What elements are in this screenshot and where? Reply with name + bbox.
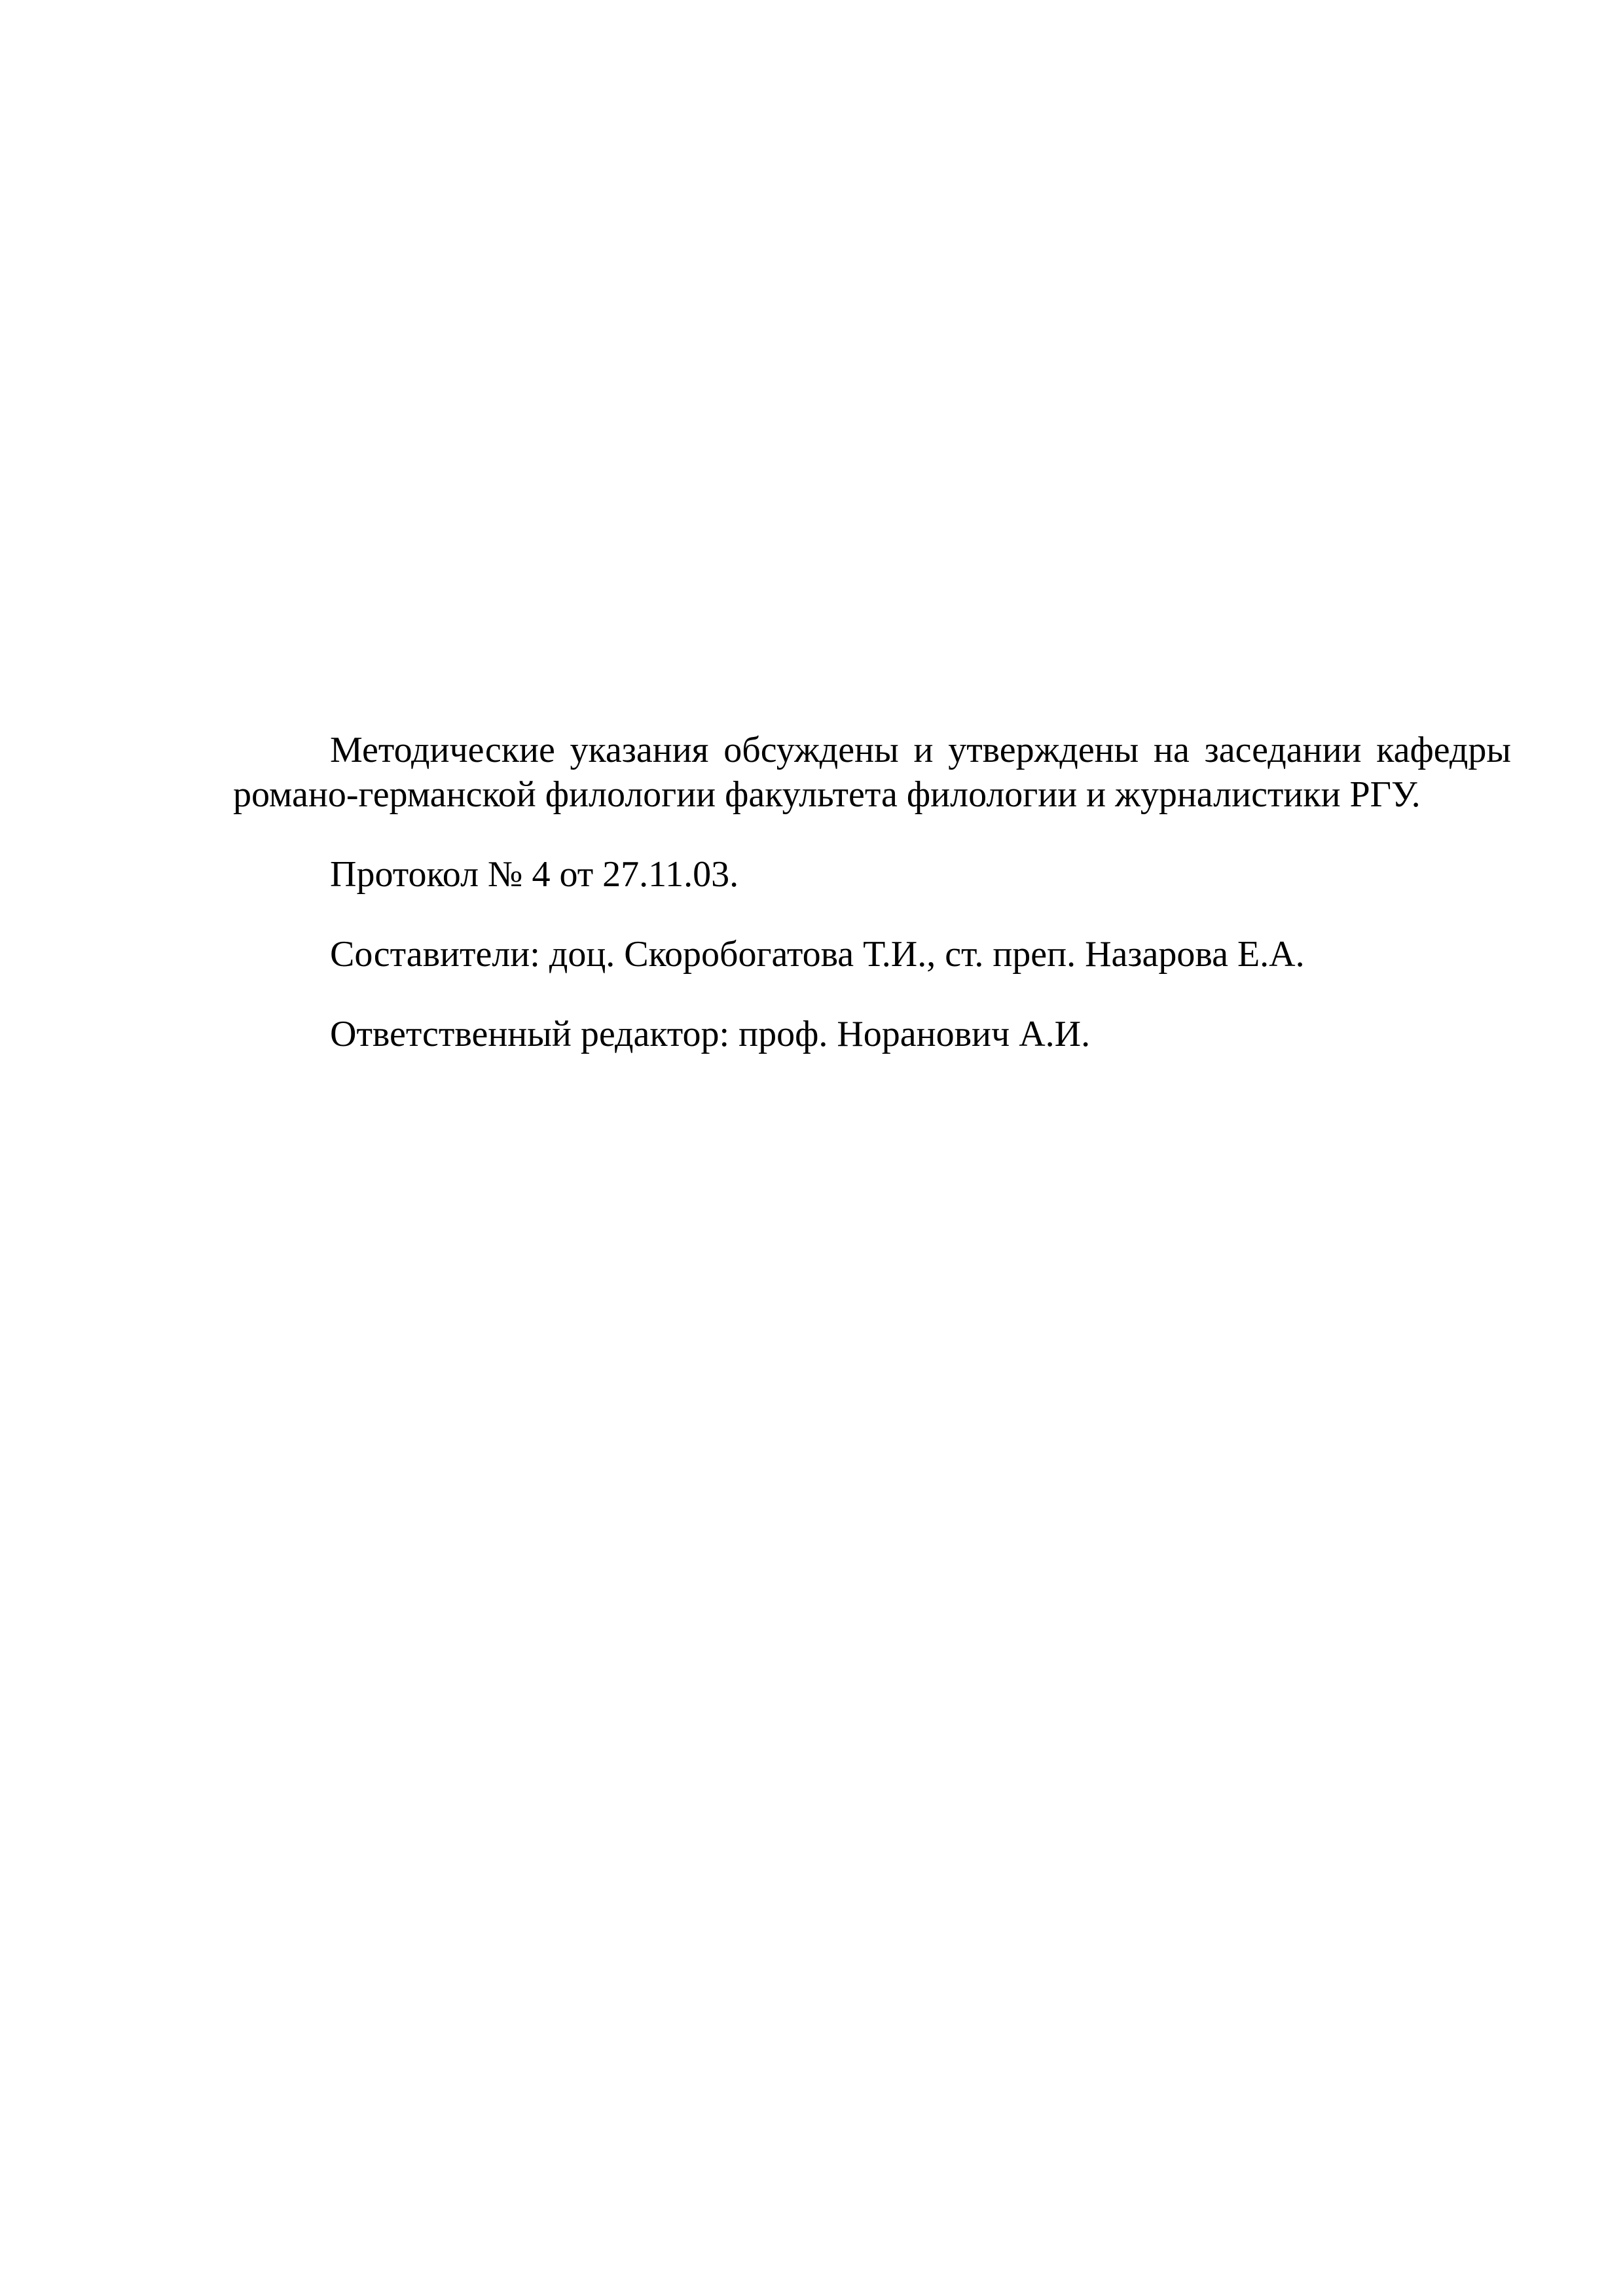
protocol-line: Протокол № 4 от 27.11.03.: [330, 854, 739, 895]
compilers-line: Составители: доц. Скоробогатова Т.И., ст. преп. Назарова Е.А.: [330, 934, 1305, 975]
approval-paragraph: Методические указания обсуждены и утверждены на заседании кафедры романо-германской филологии факультета филологии и журналистики РГУ.: [233, 730, 1511, 815]
editor-line: Ответственный редактор: проф. Норанович А.И.: [330, 1014, 1091, 1054]
document-body: [233, 728, 1511, 1056]
